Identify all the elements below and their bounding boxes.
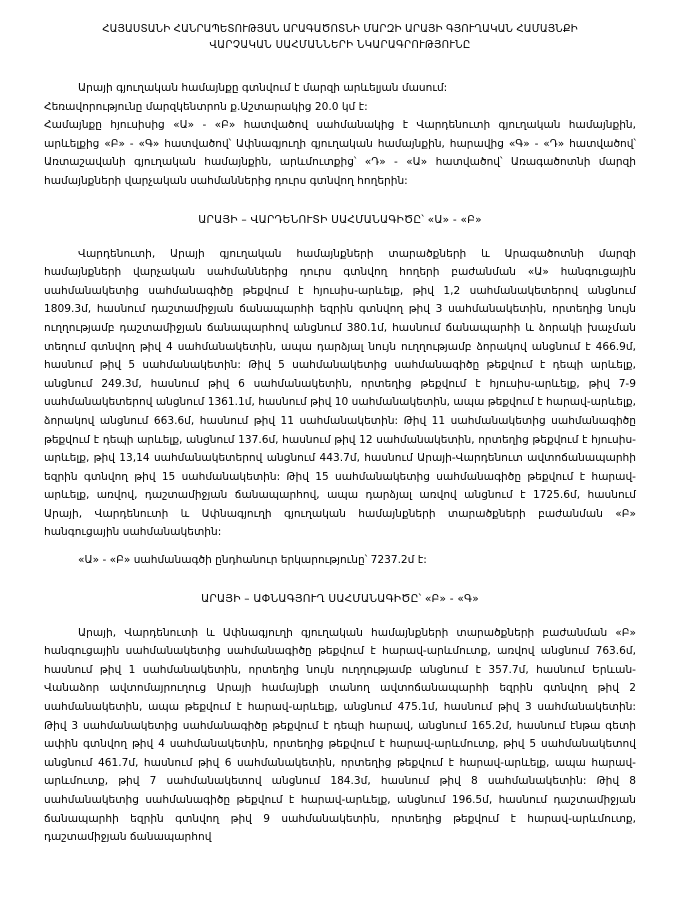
section-heading-1: ԱՐԱՅԻ – ՎԱՐԴԵՆՈՒՏԻ ՍԱՀՄԱՆԱԳԻԾԸ՝ «Ա» - «Բ»: [198, 213, 482, 226]
intro-paragraph-1: Արայի գյուղական համայնքը գտնվում է մարզի արևելյան մասում:: [78, 82, 448, 94]
spacer-after-heading-1: [44, 229, 636, 245]
intro-paragraph-2: Հեռավորությունը մարզկենտրոն ք.Աշտարակից 20.0 կմ է:: [44, 100, 368, 113]
document-title-line-1: ՀԱՅԱՍՏԱՆԻ ՀԱՆՐԱՊԵՏՈՒԹՅԱՆ ԱՐԱԳԱԾՈՏՆԻ ՄԱՐԶԻ ԱՐԱՅԻ ԳՅՈՒՂԱԿԱՆ ՀԱՄԱՅՆՔԻ: [102, 24, 578, 35]
spacer-before-section-2: [44, 570, 636, 591]
spacer-before-total-1: [44, 542, 636, 551]
section-1-total-length: «Ա» - «Բ» սահմանագծի ընդհանուր երկարությունը՝ 7237.2մ է:: [78, 554, 427, 567]
document-title: [44, 22, 636, 53]
section-heading-2: ԱՐԱՅԻ – ԱՓՆԱԳՅՈՒՂ ՍԱՀՄԱՆԱԳԻԾԸ՝ «Բ» - «Գ»: [201, 592, 479, 605]
section-1-paragraph: Վարդենուտի, Արայի գյուղական համայնքների տարածքների և Արագածոտնի մարզի համայնքների վարչական սահմաններից դուրս գտնվող հողերի բաժանման «Ա» հանգուցային սահմանակետից սահմանագիծը թեքվում է հյուսիս-արևելք, թիվ 1,2 սահմանակետերով անցնում 1809.3մ, հասնում դաշտամիջյան ճանապարհի եզրին գտնվող թիվ 3 սահմանակետին, որտեղից նույն ուղղությամբ դաշտամիջյան ճանապարհով անցնում 380.1մ, հասնում ճանապարհի և ձորակի խաչման տեղում գտնվող թիվ 4 սահմանակետին, ապա դարձյալ նույն ուղղությամբ ձորակով անցնում է 466.9մ, հասնում թիվ 5 սահմանակետին: Թիվ 5 սահմանակետից սահմանագիծը թեքվում է դեպի արևելք, անցնում 249.3մ, հասնում թիվ 6 սահմանակետին, որտեղից թեքվում է հյուսիս-արևելք, թիվ 7-9 սահմանակետերով անցնում 1361.1մ, հասնում թիվ 10 սահմանակետին, ապա թեքվում է հարավ-արևելք, ձորակով անցնում 663.6մ, հասնում թիվ 11 սահմանակետին: Թիվ 11 սահմանակետից սահմանագիծը թեքվում է դեպի արևելք, անցնում 137.6մ, հասնում թիվ 12 սահմանակետին, որտեղից թեքվում է հյուսիս-արևելք, թիվ 13,14 սահմանակետերով անցնում 443.7մ, հասնում Արայի-Վարդենուտ ավտոճանապարհի եզրին գտնվող թիվ 15 սահմանակետին: Թիվ 15 սահմանակետից սահմանագիծը թեքվում է հարավ-արևելք, առվով, դաշտամիջյան ճանապարհով, ապա դարձյալ առվով անցնում է 1725.6մ, հասնում Արայի, Վարդենուտի և Ափնագյուղի գյուղական համայնքների տարածքների բաժանման «Բ» հանգուցային սահմանակետին:: [44, 247, 636, 539]
document-content: [44, 22, 636, 847]
section-2-paragraph: Արայի, Վարդենուտի և Ափնագյուղի գյուղական համայնքների տարածքների բաժանման «Բ» հանգուցային սահմանակետից սահմանագիծը թեքվում է հարավ-արևմուտք, առվով անցնում 763.6մ, հասնում թիվ 1 սահմանակետին, որտեղից նույն ուղղությամբ անցնում է 357.7մ, հասնում Երևան-Վանաձոր ավտոմայրուղուց Արայի համայնքի տանող ավտոճանապարհի եզրին գտնվող թիվ 2 սահմանակետին, ապա թեքվում է հարավ-արևելք, անցնում 475.1մ, հասնում թիվ 3 սահմանակետին: Թիվ 3 սահմանակետից սահմանագիծը թեքվում է դեպի հարավ, անցնում 165.2մ, հասնում էնթա գետի ափին գտնվող թիվ 4 սահմանակետին, որտեղից թեքվում է հարավ-արևմուտք, թիվ 5 սահմանակետով անցնում 461.7մ, հասնում թիվ 6 սահմանակետին, որտեղից թեքվում է հարավ-արևելք, ապա հարավ-արևմուտք, թիվ 7 սահմանակետով անցնում 184.3մ, հասնում թիվ 8 սահմանակետին: Թիվ 8 սահմանակետից սահմանագիծը թեքվում է հարավ-արևելք, անցնում 196.5մ, հասնում դաշտամիջյան ճանապարհի եզրին գտնվող թիվ 9 սահմանակետին, որտեղից թեքվում է հարավ-արևմուտք, դաշտամիջյան ճանապարհով: [44, 626, 636, 844]
spacer-before-section-1: [44, 191, 636, 212]
document-title-line-2: ՎԱՐՉԱԿԱՆ ՍԱՀՄԱՆՆԵՐԻ ՆԿԱՐԱԳՐՈՒԹՅՈՒՆԸ: [209, 39, 471, 51]
intro-paragraph-3: Համայնքը հյուսիսից «Ա» - «Բ» հատվածով սահմանակից է Վարդենուտի գյուղական համայնքին, արևելքից «Բ» - «Գ» հատվածով՝ Ափնագյուղի գյուղական համայնքին, հարավից «Գ» - «Դ» հատվածով՝ Առտաշավանի գյուղական համայնքին, արևմուտքից՝ «Դ» - «Ա» հատվածով՝ Առագածոտնի մարզի համայնքների վարչական սահմաններից դուրս գտնվող հողերին:: [44, 119, 636, 187]
spacer-after-heading-2: [44, 608, 636, 624]
